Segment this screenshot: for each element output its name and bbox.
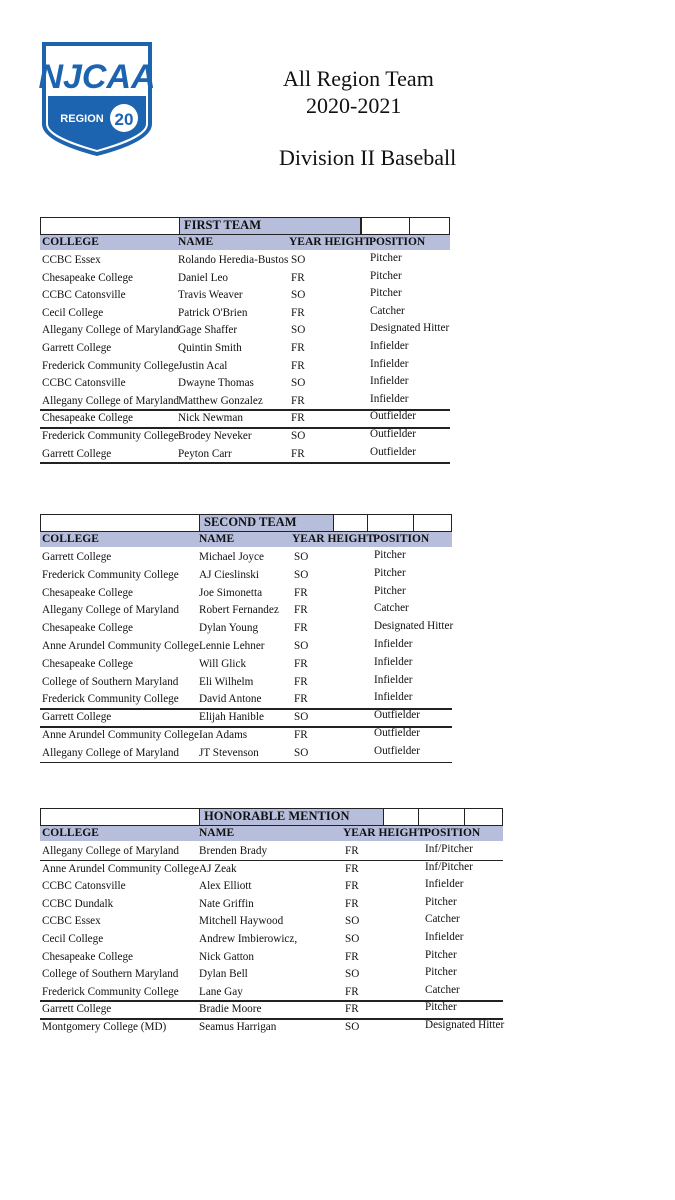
- honorable-mention-header-bar: [40, 808, 503, 826]
- row-position: Pitcher: [370, 287, 402, 300]
- row-name: Gage Shaffer: [178, 324, 238, 337]
- row-college: Anne Arundel Community College: [42, 862, 199, 875]
- row-position: Outfielder: [370, 445, 416, 458]
- row-year: FR: [294, 675, 308, 688]
- row-position: Infielder: [370, 357, 409, 370]
- title-season: 2020-2021: [306, 93, 402, 118]
- row-position: Catcher: [370, 304, 405, 317]
- row-position: Infielder: [370, 340, 409, 352]
- row-college: CCBC Catonsville: [42, 377, 126, 390]
- first-team-row-divider: [40, 427, 450, 429]
- row-name: Mitchell Haywood: [199, 915, 284, 928]
- row-name: Justin Acal: [178, 359, 228, 372]
- row-year: FR: [345, 880, 359, 893]
- row-position: Pitcher: [370, 252, 402, 264]
- row-year: FR: [294, 604, 308, 617]
- row-name: Patrick O'Brien: [178, 306, 248, 319]
- column-header-year-height: YEAR HEIGHT: [292, 533, 375, 545]
- row-college: Allegany College of Maryland: [42, 394, 180, 407]
- row-position: Catcher: [425, 913, 460, 926]
- row-position: Inf/Pitcher: [425, 860, 473, 873]
- row-name: AJ Cieslinski: [199, 568, 259, 581]
- row-college: CCBC Essex: [42, 254, 101, 266]
- row-year: FR: [294, 729, 308, 741]
- row-name: Ian Adams: [199, 729, 248, 741]
- column-header-position: POSITION: [369, 236, 426, 248]
- row-position: Pitcher: [425, 895, 457, 908]
- honorable-mention-row-divider: [40, 1000, 503, 1002]
- row-position: Infielder: [374, 691, 413, 704]
- column-header-year-height: YEAR HEIGHT: [289, 236, 372, 248]
- row-name: Michael Joyce: [199, 551, 264, 563]
- row-college: Cecil College: [42, 306, 104, 319]
- row-name: Nick Gatton: [199, 950, 254, 963]
- row-college: Garrett College: [42, 447, 112, 460]
- row-year: SO: [291, 430, 306, 442]
- row-year: SO: [294, 711, 309, 724]
- row-college: Cecil College: [42, 933, 104, 945]
- row-college: Garrett College: [42, 342, 112, 354]
- row-name: JT Stevenson: [199, 746, 259, 759]
- row-name: Bradie Moore: [199, 1003, 262, 1016]
- second-team-row-divider: [40, 726, 452, 728]
- row-position: Outfielder: [374, 709, 420, 722]
- row-college: Montgomery College (MD): [42, 1021, 167, 1033]
- row-year: SO: [291, 377, 306, 390]
- row-college: Frederick Community College: [42, 359, 179, 372]
- second-team-row-divider: [40, 762, 452, 764]
- row-college: Chesapeake College: [42, 412, 134, 425]
- row-college: CCBC Catonsville: [42, 289, 126, 302]
- column-header-name: NAME: [199, 533, 235, 545]
- row-name: Brodey Neveker: [178, 430, 252, 442]
- row-year: SO: [345, 1021, 360, 1033]
- row-name: Brenden Brady: [199, 845, 268, 857]
- row-position: Infielder: [425, 931, 464, 943]
- row-position: Pitcher: [425, 948, 457, 961]
- row-year: SO: [294, 640, 309, 652]
- row-position: Designated Hitter: [370, 322, 450, 335]
- row-college: Allegany College of Maryland: [42, 604, 180, 617]
- first-team-row-divider: [40, 409, 450, 411]
- first-team-header-cell: [409, 218, 410, 234]
- first-team-header-cell: [361, 218, 362, 234]
- first-team-column-headers: [40, 235, 450, 250]
- second-team-row-divider: [40, 708, 452, 710]
- row-college: Anne Arundel Community College: [42, 729, 199, 741]
- njcaa-region-20-logo: [38, 40, 156, 156]
- row-position: Pitcher: [370, 269, 402, 282]
- row-college: Chesapeake College: [42, 586, 134, 599]
- row-position: Pitcher: [374, 566, 406, 579]
- row-year: FR: [291, 447, 305, 460]
- row-college: Allegany College of Maryland: [42, 746, 180, 759]
- second-team-column-headers: [40, 532, 452, 547]
- row-college: Anne Arundel Community College: [42, 640, 199, 652]
- column-header-college: COLLEGE: [42, 827, 99, 839]
- honorable-mention-label: HONORABLE MENTION: [199, 809, 384, 825]
- row-name: Lennie Lehner: [199, 640, 265, 652]
- title-all-region-team: All Region Team: [283, 66, 434, 91]
- row-college: Frederick Community College: [42, 985, 179, 998]
- row-name: Dwayne Thomas: [178, 377, 254, 390]
- row-year: SO: [291, 289, 306, 302]
- second-team-header-bar: [40, 514, 452, 532]
- column-header-year-height: YEAR HEIGHT: [343, 827, 426, 839]
- row-name: Alex Elliott: [199, 880, 252, 893]
- row-year: SO: [345, 933, 360, 945]
- row-year: FR: [345, 862, 359, 875]
- row-college: Frederick Community College: [42, 568, 179, 581]
- svg-text:REGION: REGION: [60, 113, 104, 125]
- row-position: Outfielder: [374, 744, 420, 757]
- column-header-name: NAME: [178, 236, 214, 248]
- honorable-mention-row-divider: [40, 860, 503, 862]
- row-position: Infielder: [425, 878, 464, 891]
- row-position: Designated Hitter: [374, 620, 454, 633]
- row-year: FR: [291, 359, 305, 372]
- column-header-name: NAME: [199, 827, 235, 839]
- row-college: Chesapeake College: [42, 950, 134, 963]
- row-name: Robert Fernandez: [199, 604, 279, 617]
- row-year: SO: [345, 915, 360, 928]
- row-year: FR: [291, 412, 305, 425]
- row-position: Outfielder: [374, 727, 420, 739]
- row-name: AJ Zeak: [199, 862, 237, 875]
- row-position: Pitcher: [425, 1001, 457, 1014]
- row-year: FR: [291, 394, 305, 407]
- row-name: Nick Newman: [178, 412, 243, 425]
- row-college: College of Southern Maryland: [42, 675, 179, 688]
- row-position: Pitcher: [374, 584, 406, 597]
- row-year: FR: [291, 306, 305, 319]
- row-name: Seamus Harrigan: [199, 1021, 277, 1033]
- row-college: Garrett College: [42, 1003, 112, 1016]
- first-team-row-divider: [40, 462, 450, 464]
- row-year: FR: [291, 342, 305, 354]
- row-position: Catcher: [425, 983, 460, 996]
- row-year: SO: [294, 551, 309, 563]
- row-name: Lane Gay: [199, 985, 243, 998]
- row-position: Infielder: [370, 375, 409, 388]
- row-college: Frederick Community College: [42, 693, 179, 706]
- row-position: Outfielder: [370, 410, 416, 423]
- row-year: FR: [291, 271, 305, 284]
- first-team-label: FIRST TEAM: [179, 218, 361, 234]
- row-year: SO: [294, 746, 309, 759]
- row-college: Frederick Community College: [42, 430, 179, 442]
- row-name: Rolando Heredia-Bustos: [178, 254, 289, 266]
- row-year: FR: [345, 985, 359, 998]
- row-name: Travis Weaver: [178, 289, 243, 302]
- svg-text:NJCAA: NJCAA: [38, 58, 156, 96]
- row-name: Daniel Leo: [178, 271, 229, 284]
- row-year: FR: [294, 693, 308, 706]
- row-college: CCBC Catonsville: [42, 880, 126, 893]
- row-year: SO: [291, 254, 306, 266]
- row-name: Quintin Smith: [178, 342, 242, 354]
- row-name: Peyton Carr: [178, 447, 232, 460]
- second-team-header-cell: [413, 515, 414, 531]
- row-college: Garrett College: [42, 551, 112, 563]
- honorable-mention-header-cell: [464, 809, 465, 825]
- honorable-mention-header-cell: [418, 809, 419, 825]
- second-team-label: SECOND TEAM: [199, 515, 334, 531]
- row-name: David Antone: [199, 693, 262, 706]
- row-year: FR: [345, 1003, 359, 1016]
- row-college: CCBC Dundalk: [42, 897, 114, 910]
- row-year: SO: [294, 568, 309, 581]
- row-name: Joe Simonetta: [199, 586, 263, 599]
- row-college: Allegany College of Maryland: [42, 324, 180, 337]
- column-header-college: COLLEGE: [42, 533, 99, 545]
- row-position: Infielder: [374, 655, 413, 668]
- row-name: Dylan Young: [199, 622, 259, 635]
- first-team-header-bar: [40, 217, 450, 235]
- honorable-mention-column-headers: [40, 826, 503, 841]
- row-college: CCBC Essex: [42, 915, 101, 928]
- row-name: Andrew Imbierowicz,: [199, 933, 298, 945]
- row-name: Matthew Gonzalez: [178, 394, 263, 407]
- row-name: Dylan Bell: [199, 968, 248, 981]
- svg-text:20: 20: [114, 110, 134, 129]
- row-college: Chesapeake College: [42, 657, 134, 670]
- row-position: Infielder: [374, 673, 413, 686]
- row-name: Elijah Hanible: [199, 711, 264, 724]
- row-position: Catcher: [374, 602, 409, 615]
- row-position: Pitcher: [374, 549, 406, 561]
- row-college: Allegany College of Maryland: [42, 845, 180, 857]
- row-college: Chesapeake College: [42, 271, 134, 284]
- row-position: Outfielder: [370, 428, 416, 440]
- row-year: FR: [345, 897, 359, 910]
- row-year: FR: [294, 622, 308, 635]
- row-year: FR: [294, 657, 308, 670]
- honorable-mention-row-divider: [40, 1018, 503, 1020]
- row-college: Garrett College: [42, 711, 112, 724]
- column-header-position: POSITION: [424, 827, 481, 839]
- row-position: Infielder: [374, 638, 413, 650]
- row-position: Infielder: [370, 392, 409, 405]
- row-year: FR: [294, 586, 308, 599]
- row-name: Nate Griffin: [199, 897, 254, 910]
- row-year: SO: [291, 324, 306, 337]
- row-position: Designated Hitter: [425, 1019, 505, 1031]
- title-division: Division II Baseball: [279, 145, 457, 170]
- row-college: Chesapeake College: [42, 622, 134, 635]
- row-year: FR: [345, 950, 359, 963]
- column-header-position: POSITION: [373, 533, 430, 545]
- column-header-college: COLLEGE: [42, 236, 99, 248]
- row-year: FR: [345, 845, 359, 857]
- row-college: College of Southern Maryland: [42, 968, 179, 981]
- row-position: Inf/Pitcher: [425, 843, 473, 855]
- row-name: Will Glick: [199, 657, 247, 670]
- row-year: SO: [345, 968, 360, 981]
- row-name: Eli Wilhelm: [199, 675, 254, 688]
- row-position: Pitcher: [425, 966, 457, 979]
- second-team-header-cell: [367, 515, 368, 531]
